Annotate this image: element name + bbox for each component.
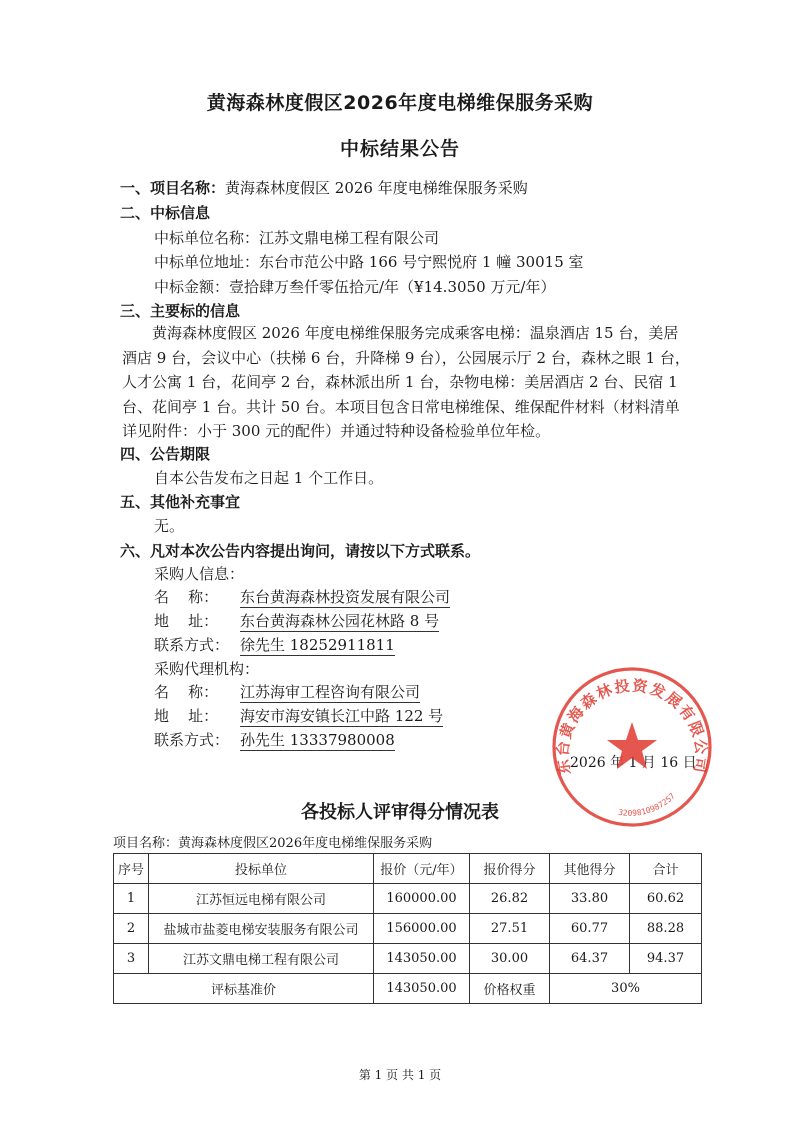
field-label: 地 址： bbox=[154, 612, 219, 630]
table-cell: 26.82 bbox=[470, 884, 550, 914]
table-cell: 1 bbox=[114, 884, 149, 914]
table-cell: 60.62 bbox=[630, 884, 702, 914]
price-weight-label: 价格权重 bbox=[470, 974, 550, 1004]
table-header-cell: 合计 bbox=[630, 854, 702, 884]
field-label: 联系方式： bbox=[154, 731, 230, 749]
table-project-line: 项目名称：黄海森林度假区2026年度电梯维保服务采购 bbox=[113, 836, 433, 851]
table-header-cell: 序号 bbox=[114, 854, 149, 884]
page-footer: 第 1 页 共 1 页 bbox=[358, 1068, 442, 1082]
purchaser-contact-row bbox=[154, 634, 395, 656]
section-heading: 六、凡对本次公告内容提出询问，请按以下方式联系。 bbox=[120, 542, 481, 560]
table-cell: 30.00 bbox=[470, 944, 550, 974]
table-cell: 88.28 bbox=[630, 914, 702, 944]
section-heading: 四、公告期限 bbox=[120, 445, 211, 463]
base-price-value: 143050.00 bbox=[374, 974, 470, 1004]
table-header-cell: 其他得分 bbox=[550, 854, 630, 884]
table-row bbox=[114, 914, 702, 944]
table-cell: 94.37 bbox=[630, 944, 702, 974]
table-header-cell: 报价（元/年） bbox=[374, 854, 470, 884]
document-title: 黄海森林度假区2026年度电梯维保服务采购 bbox=[206, 92, 594, 114]
table-cell: 33.80 bbox=[550, 884, 630, 914]
agency-name-row bbox=[154, 681, 420, 703]
seal-code: 3209810987257 bbox=[617, 791, 677, 818]
table-cell: 盐城市盐菱电梯安装服务有限公司 bbox=[149, 914, 374, 944]
section-heading: 五、其他补充事宜 bbox=[120, 493, 241, 511]
table-cell: 3 bbox=[114, 944, 149, 974]
other-matters-body: 无。 bbox=[154, 517, 185, 535]
purchaser-contact: 徐先生 18252911811 bbox=[240, 636, 395, 654]
announcement-date: 2026 年 1 月 16 日 bbox=[570, 755, 697, 771]
agency-label: 采购代理机构： bbox=[154, 660, 260, 678]
agency-contact: 孙先生 13337980008 bbox=[240, 731, 395, 749]
purchaser-address: 东台黄海森林公园花林路 8 号 bbox=[240, 612, 440, 630]
agency-name: 江苏海审工程咨询有限公司 bbox=[240, 683, 421, 701]
purchaser-label: 采购人信息： bbox=[154, 565, 245, 583]
field-label: 地 址： bbox=[154, 707, 219, 725]
field-label: 联系方式： bbox=[154, 636, 230, 654]
table-title: 各投标人评审得分情况表 bbox=[301, 802, 499, 823]
project-name-value: 黄海森林度假区 2026 年度电梯维保服务采购 bbox=[225, 179, 528, 197]
winner-name: 中标单位名称：江苏文鼎电梯工程有限公司 bbox=[154, 229, 440, 247]
field-label: 名 称： bbox=[154, 683, 219, 701]
purchaser-name: 东台黄海森林投资发展有限公司 bbox=[240, 588, 451, 606]
table-cell: 156000.00 bbox=[374, 914, 470, 944]
base-price-label: 评标基准价 bbox=[114, 974, 374, 1004]
table-header-row bbox=[114, 854, 702, 884]
table-cell: 143050.00 bbox=[374, 944, 470, 974]
table-row bbox=[114, 884, 702, 914]
section-project-name bbox=[120, 177, 528, 199]
table-cell: 27.51 bbox=[470, 914, 550, 944]
table-cell: 64.37 bbox=[550, 944, 630, 974]
table-cell: 2 bbox=[114, 914, 149, 944]
table-cell: 江苏恒远电梯有限公司 bbox=[149, 884, 374, 914]
winner-amount: 中标金额：壹拾肆万叁仟零伍拾元/年（¥14.3050 万元/年） bbox=[154, 278, 556, 296]
field-label: 名 称： bbox=[154, 588, 219, 606]
table-cell: 60.77 bbox=[550, 914, 630, 944]
section-heading: 三、主要标的信息 bbox=[120, 302, 241, 320]
section-heading: 二、中标信息 bbox=[120, 204, 211, 222]
purchaser-name-row bbox=[154, 586, 450, 608]
score-table bbox=[113, 853, 702, 1004]
table-summary-row bbox=[114, 974, 702, 1004]
table-cell: 江苏文鼎电梯工程有限公司 bbox=[149, 944, 374, 974]
price-weight-value: 30% bbox=[550, 974, 702, 1004]
seal-text: 东台黄海森林投资发展有限公司 bbox=[553, 676, 711, 776]
table-row bbox=[114, 944, 702, 974]
main-subject-body: 黄海森林度假区 2026 年度电梯维保服务完成乘客电梯：温泉酒店 15 台，美居酒店 9 台，会议中心（扶梯 6 台，升降梯 9 台），公园展示厅 2 台，森林之眼 1 台，人才公寓 1 台，花间亭 2 台，森林派出所 1 台，杂物电梯：美居酒店 2 台、民宿 1 台、花间亭 1 台。共计 50 台。本项目包含日常电梯维保、维保配件材料（材料清单详见附件：小于 300 元的配件）并通过特种设备检验单位年检。 bbox=[122, 324, 690, 441]
table-header-cell: 报价得分 bbox=[470, 854, 550, 884]
table-cell: 160000.00 bbox=[374, 884, 470, 914]
agency-address: 海安市海安镇长江中路 122 号 bbox=[240, 707, 444, 725]
notice-period-body: 自本公告发布之日起 1 个工作日。 bbox=[154, 469, 384, 487]
agency-contact-row bbox=[154, 729, 395, 751]
star-icon bbox=[607, 722, 657, 769]
table-header-cell: 投标单位 bbox=[149, 854, 374, 884]
document-subtitle: 中标结果公告 bbox=[339, 138, 460, 160]
winner-address: 中标单位地址：东台市范公中路 166 号宁熙悦府 1 幢 30015 室 bbox=[154, 253, 584, 271]
agency-address-row bbox=[154, 705, 443, 727]
section-heading: 一、项目名称： bbox=[120, 179, 226, 197]
purchaser-address-row bbox=[154, 610, 439, 632]
